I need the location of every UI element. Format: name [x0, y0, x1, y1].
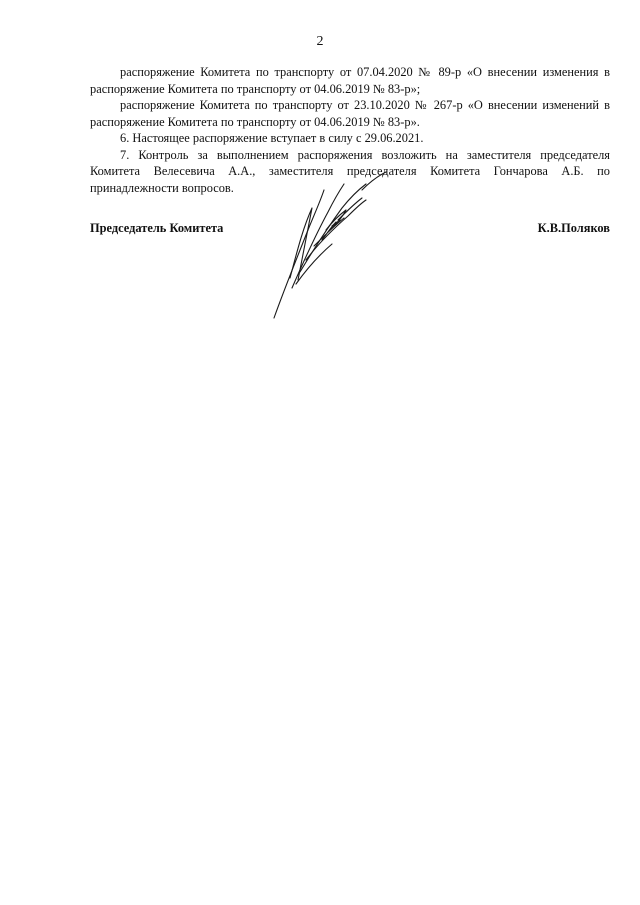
paragraph-amendment-267: распоряжение Комитета по транспорту от 23.10.2020 № 267-р «О внесении изменений в распоряжение Комитета по транспорту от 04.06.2019 № 83-р». — [90, 98, 610, 129]
paragraph-control: 7. Контроль за выполнением распоряжения возложить на заместителя председателя Комитета Велесевича А.А., заместителя председателя Комитета Гончарова А.Б. по принадлежности вопросов. — [90, 147, 610, 195]
page-number: 2 — [316, 34, 324, 49]
handwritten-signature — [262, 160, 402, 325]
signatory-name: К.В.Поляков — [537, 221, 610, 235]
paragraph-amendment-89: распоряжение Комитета по транспорту от 07.04.2020 № 89-р «О внесении изменения в распоряжение Комитета по транспорту от 04.06.2019 № 83-р»; — [90, 65, 610, 96]
paragraph-effective-date: 6. Настоящее распоряжение вступает в силу с 29.06.2021. — [120, 131, 424, 145]
signatory-title: Председатель Комитета — [90, 221, 224, 235]
